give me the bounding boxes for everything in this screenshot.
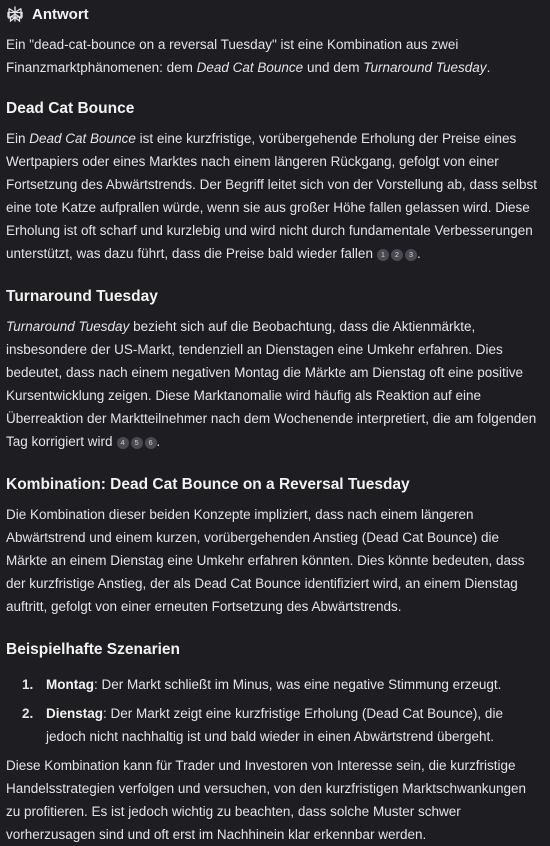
section-heading: Turnaround Tuesday	[6, 288, 158, 305]
citation-badge[interactable]: 3	[405, 249, 417, 261]
list-item-body	[46, 702, 543, 748]
list-item	[6, 673, 543, 696]
intro-text-pre: Ein "dead-cat-bounce on a reversal Tuesday" ist eine Kombination aus zwei Finanzmarktphänomenen: dem	[6, 37, 459, 75]
list-number: 1.	[22, 677, 34, 692]
list-item	[6, 702, 543, 748]
citation-group	[113, 434, 157, 449]
section-heading: Dead Cat Bounce	[6, 100, 135, 117]
section-combination	[6, 474, 543, 618]
intro-text-end: .	[486, 60, 491, 75]
citation-badge[interactable]: 6	[145, 437, 157, 449]
list-item-body	[46, 673, 543, 696]
citation-badge[interactable]: 4	[117, 437, 129, 449]
answer-header	[6, 3, 543, 25]
intro-paragraph	[6, 33, 543, 79]
paragraph-text-pre: Ein	[6, 131, 30, 146]
closing-paragraph: Diese Kombination kann für Trader und Investoren von Interesse sein, die kurzfristige Handelsstrategien verfolgen und versuchen, von den kurzfristigen Marktschwankungen zu profitieren. Es ist jedoch wichtig zu beachten, dass solche Muster schwer vorherzusagen sind und oft erst im Nachhinein klar erkennbar werden.	[6, 758, 527, 842]
term-dead-cat-bounce: Dead Cat Bounce	[29, 131, 136, 146]
section-dead-cat-bounce	[6, 98, 543, 265]
citation-badge[interactable]: 5	[131, 437, 143, 449]
list-item-text: : Der Markt zeigt eine kurzfristige Erholung (Dead Cat Bounce), die jedoch nicht nachhaltig ist und bald wieder in einen Abwärtstrend übergeht.	[46, 706, 503, 744]
paragraph-text: bezieht sich auf die Beobachtung, dass die Aktienmärkte, insbesondere der US-Markt, tendenziell an Dienstagen eine Umkehr erfahren. Dies bedeutet, dass nach einem negativen Montag die Märkte am Dienstag oft eine positive Kursentwicklung zeigen. Diese Marktanomalie wird häufig als Reaktion auf eine Überreaktion der Marktteilnehmer nach dem Wochenende interpretiert, die am folgenden Tag korrigiert wird	[6, 319, 537, 449]
term-turnaround-tuesday: Turnaround Tuesday	[6, 319, 130, 334]
section-turnaround-tuesday	[6, 286, 543, 453]
paragraph-end: .	[156, 434, 161, 449]
citation-group	[373, 246, 417, 261]
paragraph-end: .	[416, 246, 421, 261]
list-item-text: : Der Markt schließt im Minus, was eine negative Stimmung erzeugt.	[94, 677, 502, 692]
section-heading: Kombination: Dead Cat Bounce on a Reversal Tuesday	[6, 476, 410, 493]
section-heading: Beispielhafte Szenarien	[6, 641, 181, 658]
intro-text-mid: und dem	[303, 60, 364, 75]
citation-badge[interactable]: 2	[391, 249, 403, 261]
paragraph-text: ist eine kurzfristige, vorübergehende Erholung der Preise eines Wertpapiers oder eines Marktes nach einem längeren Rückgang, gefolgt von einer Fortsetzung des Abwärtstrends. Der Begriff leitet sich von der Vorstellung ab, dass selbst eine tote Katze aufprallen würde, wenn sie aus großer Höhe fallen gelassen wird. Diese Erholung ist oft scharf und kurzlebig und wird nicht durch fundamentale Verbesserungen unterstützt, was dazu führt, dass die Preise bald wieder fallen	[6, 131, 538, 261]
perplexity-logo-icon	[6, 5, 24, 23]
list-number: 2.	[22, 706, 34, 721]
list-item-term: Dienstag	[46, 706, 104, 721]
section-scenarios	[6, 639, 543, 846]
intro-term-tt: Turnaround Tuesday	[363, 60, 487, 75]
answer-title: Antwort	[32, 5, 89, 23]
citation-badge[interactable]: 1	[377, 249, 389, 261]
intro-term-dcb: Dead Cat Bounce	[196, 60, 304, 75]
section-paragraph	[6, 315, 543, 453]
scenario-list	[6, 673, 543, 748]
section-paragraph	[6, 127, 543, 265]
section-paragraph: Die Kombination dieser beiden Konzepte impliziert, dass nach einem längeren Abwärtstrend und einem kurzen, vorübergehenden Anstieg (Dead Cat Bounce) die Märkte an einem Dienstag eine Umkehr erfahren könnten. Dies könnte bedeuten, dass der kurzfristige Anstieg, der als Dead Cat Bounce identifiziert wird, an einem Dienstag auftritt, gefolgt von einer erneuten Fortsetzung des Abwärtstrends.	[6, 507, 525, 614]
list-item-term: Montag	[46, 677, 94, 692]
